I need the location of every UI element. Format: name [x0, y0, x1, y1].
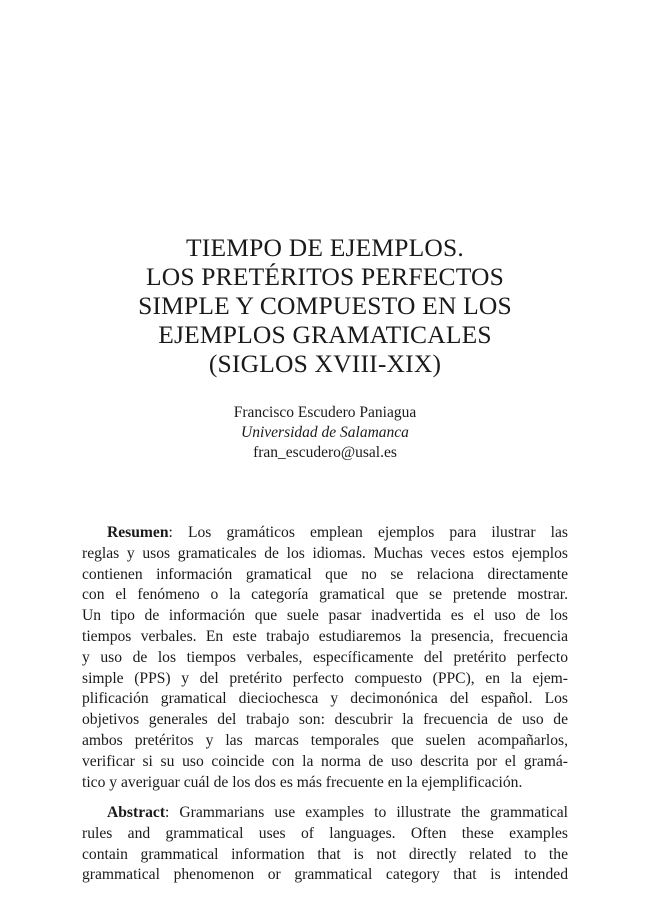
resumen-line: y uso de los tiempos verbales, específicamente del pretérito perfecto	[82, 648, 568, 666]
title-line: SIMPLE Y COMPUESTO EN LOS	[138, 291, 512, 320]
resumen-line: reglas y usos gramaticales de los idiomas. Muchas veces estos ejemplos	[82, 544, 568, 562]
title-line: TIEMPO DE EJEMPLOS.	[186, 233, 464, 262]
abstract-line: grammatical phenomenon or grammatical category that is intended	[82, 866, 568, 884]
title-line: (SIGLOS XVIII-XIX)	[208, 349, 442, 378]
resumen-label: Resumen	[107, 524, 169, 541]
abstract-text: : Grammarians use examples to illustrate the grammatical	[165, 804, 568, 821]
resumen-line: Un tipo de información que suele pasar inadvertida es el uso de los	[82, 607, 568, 625]
paper-title	[0, 233, 650, 378]
resumen-line	[82, 523, 568, 544]
resumen-text: : Los gramáticos emplean ejemplos para ilustrar las	[168, 524, 568, 541]
author-block	[0, 403, 650, 463]
author-email: fran_escudero@usal.es	[253, 444, 397, 461]
resumen-line: verificar si su uso coincide con la norma de uso descrita por el gramá-	[82, 752, 568, 770]
resumen-line: objetivos generales del trabajo son: descubrir la frecuencia de uso de	[82, 711, 568, 729]
author-name: Francisco Escudero Paniagua	[233, 404, 417, 421]
resumen-line: tico y averiguar cuál de los dos es más frecuente en la ejemplificación.	[82, 773, 523, 791]
abstract-label: Abstract	[107, 804, 166, 821]
abstract-line	[82, 803, 568, 824]
resumen-line: con el fenómeno o la categoría gramatical que se pretende mostrar.	[82, 586, 568, 604]
abstract-paragraph	[82, 803, 568, 886]
abstract-line: rules and grammatical uses of languages. Often these examples	[82, 824, 568, 842]
resumen-line: plificación gramatical dieciochesca y decimonónica del español. Los	[82, 690, 568, 708]
abstract-line: contain grammatical information that is not directly related to the	[82, 845, 568, 863]
title-line: EJEMPLOS GRAMATICALES	[158, 320, 492, 349]
resumen-line: tiempos verbales. En este trabajo estudiaremos la presencia, frecuencia	[82, 627, 568, 645]
resumen-paragraph	[82, 523, 568, 793]
resumen-line: contienen información gramatical que no se relaciona directamente	[82, 565, 568, 583]
title-line: LOS PRETÉRITOS PERFECTOS	[145, 262, 505, 291]
resumen-line: ambos pretéritos y las marcas temporales que suelen acompañarlos,	[82, 731, 568, 749]
author-affiliation: Universidad de Salamanca	[241, 424, 409, 441]
resumen-line: simple (PPS) y del pretérito perfecto compuesto (PPC), en la ejem-	[82, 669, 568, 687]
